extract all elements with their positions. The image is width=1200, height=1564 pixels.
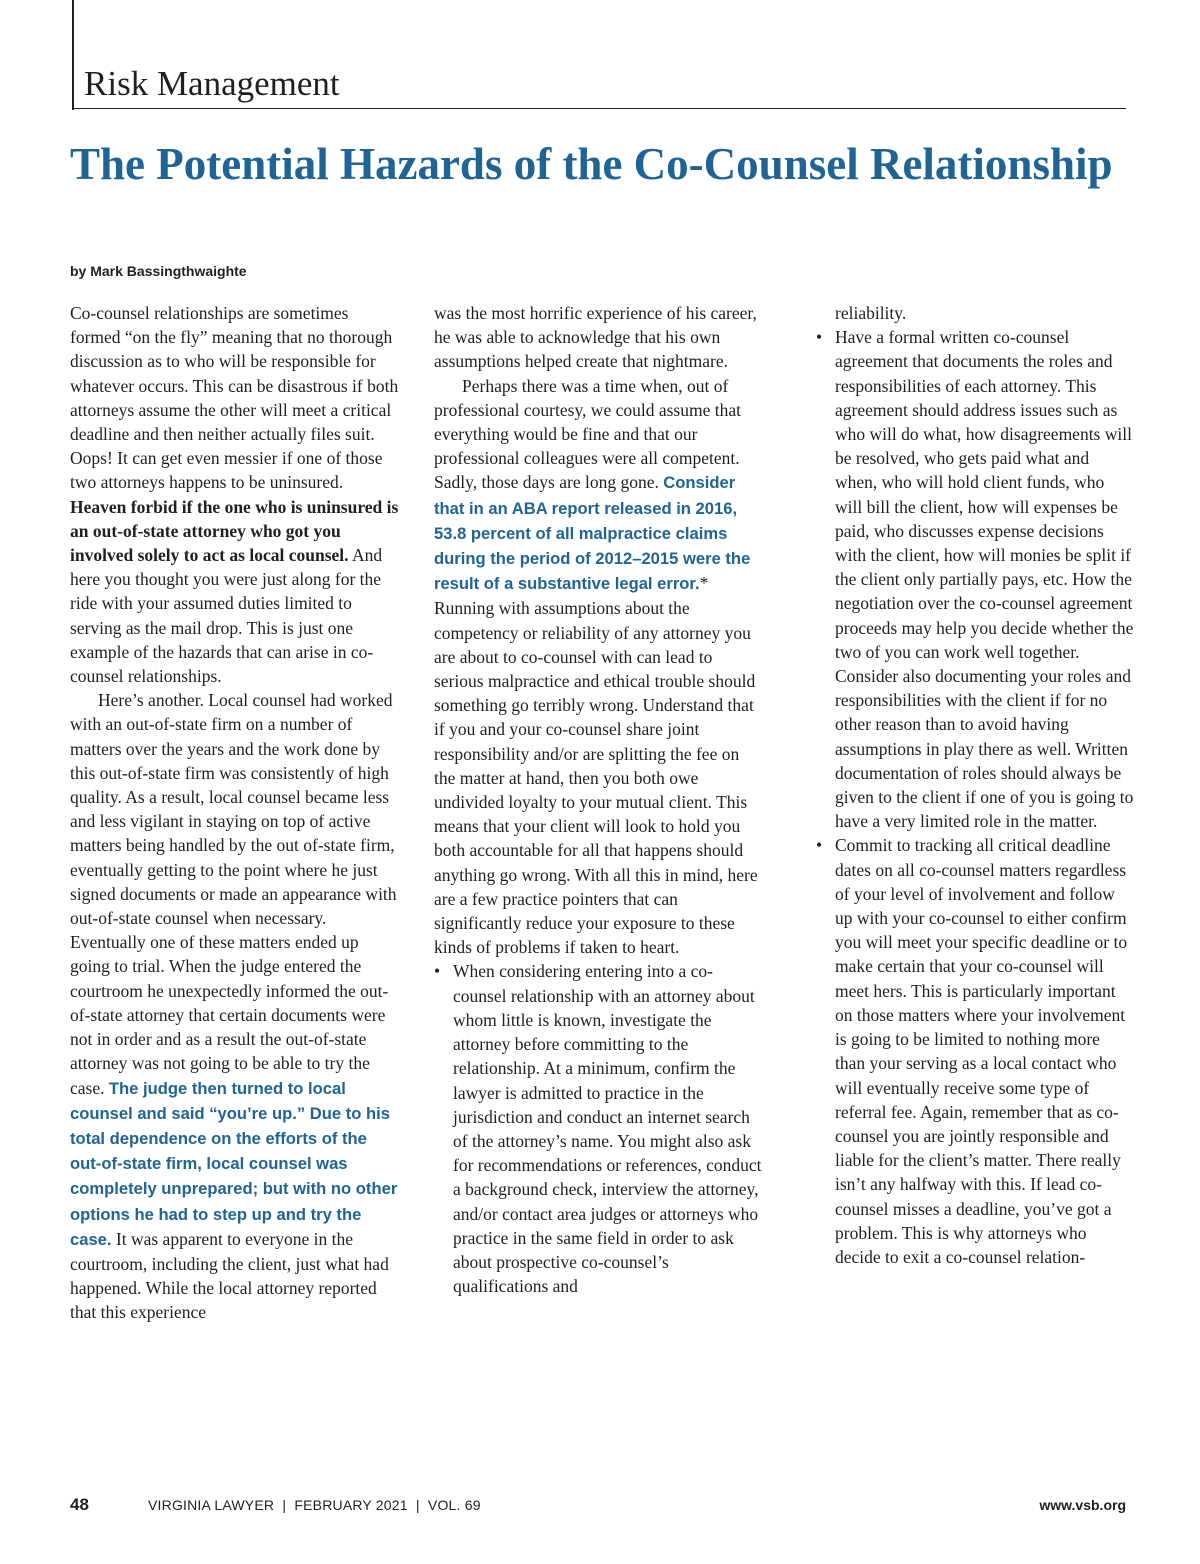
- paragraph-text: Perhaps there was a time when, out of professional courtesy, we could assume that everything would be fine and that our professional colleagues were all competent. Sadly, those days are long gone.: [434, 375, 741, 493]
- paragraph-text: And here you thought you were just along for the ride with your assumed duties limited to serving as the mail drop. This is just one example of the hazards that can arise in co-counsel relationships.: [70, 545, 383, 687]
- paragraph: [70, 301, 402, 688]
- header-horizontal-rule: [72, 108, 1126, 109]
- pull-highlight: Consider that in an ABA report released in 2016, 53.8 percent of all malpractice claims during the period of 2012–2015 were the result of a substantive legal error.: [434, 473, 751, 594]
- paragraph: [70, 688, 402, 1324]
- header-vertical-rule: [72, 0, 74, 110]
- bullet-icon: •: [434, 961, 441, 982]
- paragraph: [434, 374, 762, 960]
- bullet-icon: •: [816, 835, 823, 856]
- paragraph: was the most horrific experience of his career, he was able to acknowledge that his own assumptions helped create that nightmare.: [434, 303, 757, 372]
- list-item-text: Commit to tracking all critical deadline dates on all co-counsel matters regardless of your level of involvement and follow up with your co-counsel to either confirm you will meet your specific deadline or to make certain that your co-counsel will meet hers. This is particularly important on those matters where your involvement is going to be limited to nothing more than your serving as a local contact who will eventually receive some type of referral fee. Again, remember that as co-counsel you are jointly responsible and liable for the client’s matter. There really isn’t any halfway with this. If lead co-counsel misses a deadline, you’ve got a problem. This is why attorneys who decide to exit a co-counsel relation-: [835, 835, 1128, 1267]
- bold-emphasis: Heaven forbid if the one who is uninsured is an out-of-state attorney who got you involved solely to act as local counsel.: [70, 496, 399, 566]
- list-item: [434, 959, 762, 1298]
- list-item: [816, 833, 1134, 1269]
- page-number: 48: [70, 1495, 89, 1514]
- paragraph-text: Co-counsel relationships are sometimes formed “on the fly” meaning that no thorough discussion as to who will be responsible for whatever occurs. This can be disastrous if both attorneys assume the other will meet a critical deadline and then neither actually files suit. Oops! It can get even messier if one of those two attorneys happens to be uninsured.: [70, 303, 399, 493]
- page-footer: [70, 1495, 1126, 1515]
- article-title: The Potential Hazards of the Co-Counsel Relationship: [70, 139, 1113, 189]
- list-item-text: Have a formal written co-counsel agreement that documents the roles and responsibilities of each attorney. This agreement should address issues such as who will do what, how disagreements will be resolved, who gets paid what and when, who will hold client funds, who will bill the client, how will expenses be paid, who discusses expense decisions with the client, how will monies be split if the client only partially pays, etc. How the negotiation over the co-counsel agreement proceeds may help you decide whether the two of you can work well together. Consider also documenting your roles and responsibilities with the client if for no other reason than to avoid having assumptions in play there as well. Written documentation of roles should always be given to the client if one of you is going to have a very limited role in the matter.: [835, 327, 1134, 832]
- column-1: [70, 301, 402, 1325]
- website-link[interactable]: www.vsb.org: [1039, 1497, 1126, 1513]
- list-item: [816, 325, 1134, 833]
- pull-highlight: The judge then turned to local counsel and said “you’re up.” Due to his total dependence on the efforts of the out-of-state firm, local counsel was completely unprepared; but with no other options he had to step up and try the case.: [70, 1078, 398, 1249]
- paragraph: reliability.: [835, 303, 907, 323]
- column-2: [434, 301, 762, 1298]
- paragraph-text: Here’s another. Local counsel had worked with an out-of-state firm on a number of matters over the years and the work done by this out-of-state firm was consistently of high quality. As a result, local counsel became less and less vigilant in staying on top of active matters being handled by the out of-state firm, eventually getting to the point where he just signed documents or made an appearance with out-of-state counsel when necessary. Eventually one of these matters ended up going to trial. When the judge entered the courtroom he unexpectedly informed the out-of-state attorney that certain documents were not in order and as a result the out-of-state attorney was not going to be able to try the case.: [70, 690, 397, 1098]
- magazine-info: VIRGINIA LAWYER | FEBRUARY 2021 | VOL. 69: [148, 1497, 481, 1513]
- paragraph-text: It was apparent to everyone in the courtroom, including the client, just what had happened. While the local attorney reported that this experience: [70, 1228, 389, 1323]
- column-3: [816, 301, 1134, 1269]
- paragraph-text: * Running with assumptions about the competency or reliability of any attorney you are about to co-counsel with can lead to serious malpractice and ethical trouble should something go terribly wrong. Understand that if you and your co-counsel share joint responsibility and/or are splitting the fee on the matter at hand, then you both owe undivided loyalty to your mutual client. This means that your client will look to hold you both accountable for all that happens should anything go wrong. With all this in mind, here are a few practice pointers that can significantly reduce your exposure to these kinds of problems if taken to heart.: [434, 573, 758, 958]
- section-heading: Risk Management: [84, 64, 340, 103]
- article-byline: by Mark Bassingthwaighte: [70, 263, 247, 279]
- practice-pointers-list: [816, 325, 1134, 1269]
- bullet-icon: •: [816, 327, 823, 348]
- practice-pointers-list: [434, 959, 762, 1298]
- list-item-text: When considering entering into a co-counsel relationship with an attorney about whom little is known, investigate the attorney before committing to the relationship. At a minimum, confirm the lawyer is admitted to practice in the jurisdiction and conduct an internet search of the attorney’s name. You might also ask for recommendations or references, conduct a background check, interview the attorney, and/or contact area judges or attorneys who practice in the same field in order to ask about prospective co-counsel’s qualifications and: [453, 961, 762, 1297]
